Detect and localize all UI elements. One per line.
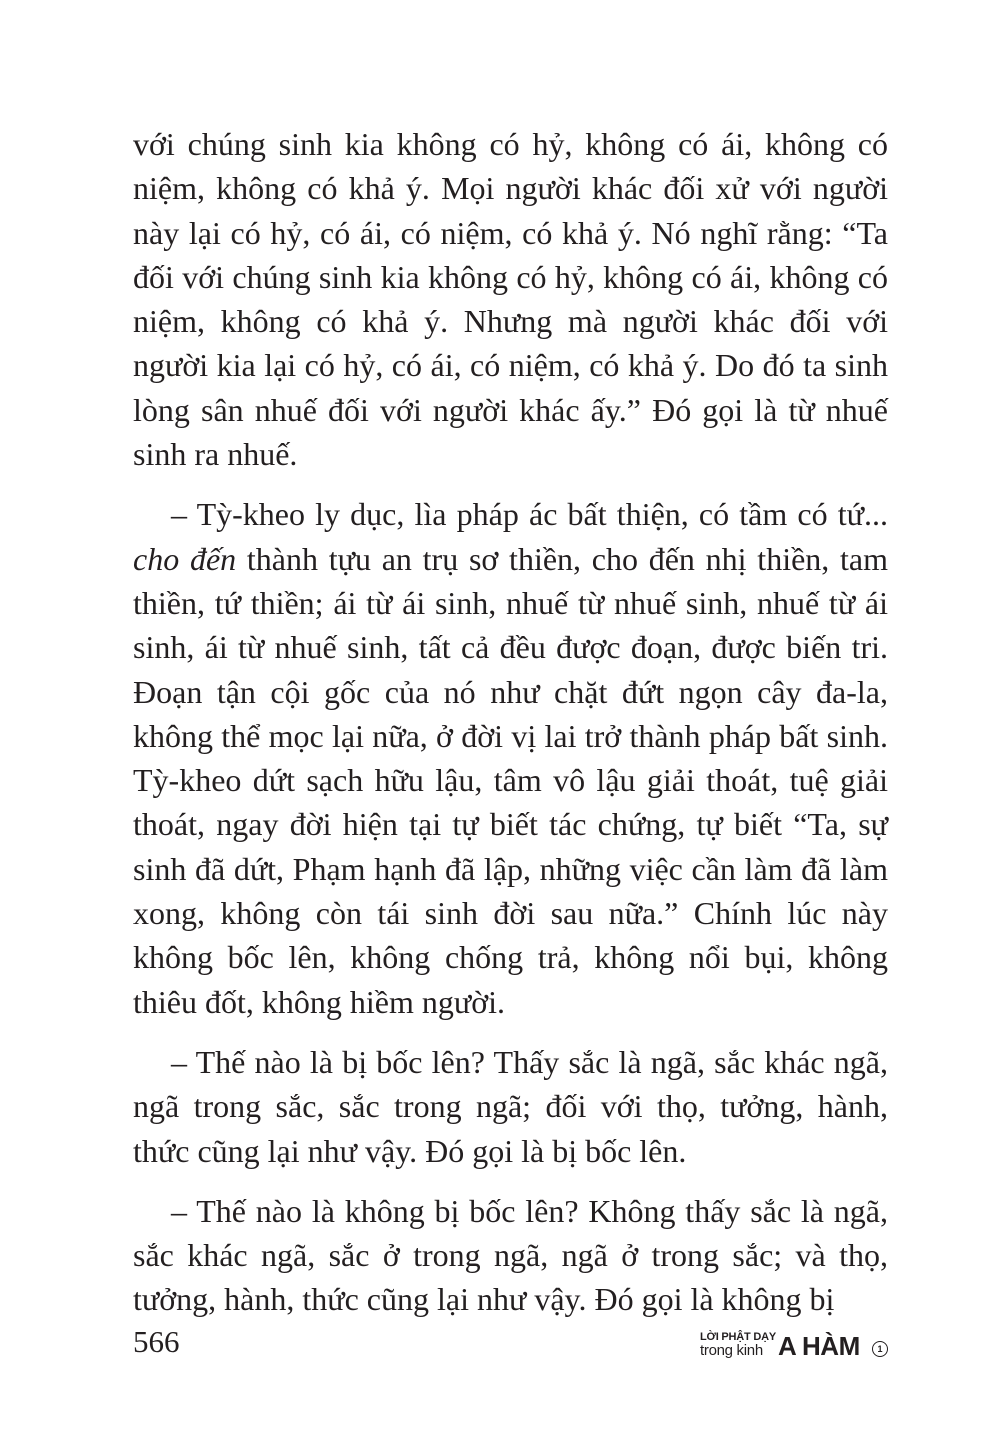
- paragraph: [133, 122, 888, 476]
- book-title-main: A HÀM: [778, 1331, 860, 1361]
- italic-text: cho đến: [133, 540, 237, 577]
- book-title-line2: trong kinh: [700, 1342, 763, 1359]
- book-title-line1: LỜI PHẬT DẠY: [700, 1331, 777, 1343]
- book-title-logo: [700, 1330, 900, 1370]
- paragraph: [133, 1040, 888, 1173]
- volume-number-badge: 1: [872, 1341, 888, 1357]
- text-segment: – Tỳ-kheo ly dục, lìa pháp ác bất thiện, có tầm có tứ...: [171, 496, 888, 533]
- text-segment: với chúng sinh kia không có hỷ, không có ái, không có niệm, không có khả ý. Mọi người khác đối xử với người này lại có hỷ, có ái, có niệm, có khả ý. Nó nghĩ rằng: “Ta đối với chúng sinh kia không có hỷ, không có ái, không có niệm, không có khả ý. Nhưng mà người khác đối với người kia lại có hỷ, có ái, có niệm, có khả ý. Do đó ta sinh lòng sân nhuế đối với người khác ấy.” Đó gọi là từ nhuế sinh ra nhuế.: [133, 126, 888, 473]
- text-segment: – Thế nào là bị bốc lên? Thấy sắc là ngã, sắc khác ngã, ngã trong sắc, sắc trong ngã; đối với thọ, tưởng, hành, thức cũng lại như vậy. Đó gọi là bị bốc lên.: [133, 1043, 888, 1169]
- text-segment: – Thế nào là không bị bốc lên? Không thấy sắc là ngã, sắc khác ngã, sắc ở trong ngã, ngã ở trong sắc; và thọ, tưởng, hành, thức cũng lại như vậy. Đó gọi là không bị: [133, 1192, 888, 1318]
- paragraph: [133, 492, 888, 1024]
- paragraph: [133, 1189, 888, 1322]
- body-text: [133, 122, 888, 1338]
- page-number: 566: [133, 1324, 180, 1359]
- text-segment: thành tựu an trụ sơ thiền, cho đến nhị thiền, tam thiền, tứ thiền; ái từ ái sinh, nhuế từ nhuế sinh, nhuế từ ái sinh, ái từ nhuế sinh, tất cả đều được đoạn, được biến tri. Đoạn tận cội gốc của nó như chặt đứt ngọn cây đa-la, không thể mọc lại nữa, ở đời vị lai trở thành pháp bất sinh. Tỳ-kheo dứt sạch hữu lậu, tâm vô lậu giải thoát, tuệ giải thoát, ngay đời hiện tại tự biết tác chứng, tự biết “Ta, sự sinh đã dứt, Phạm hạnh đã lập, những việc cần làm đã làm xong, không còn tái sinh đời sau nữa.” Chính lúc này không bốc lên, không chống trả, không nổi bụi, không thiêu đốt, không hiềm người.: [133, 540, 889, 1020]
